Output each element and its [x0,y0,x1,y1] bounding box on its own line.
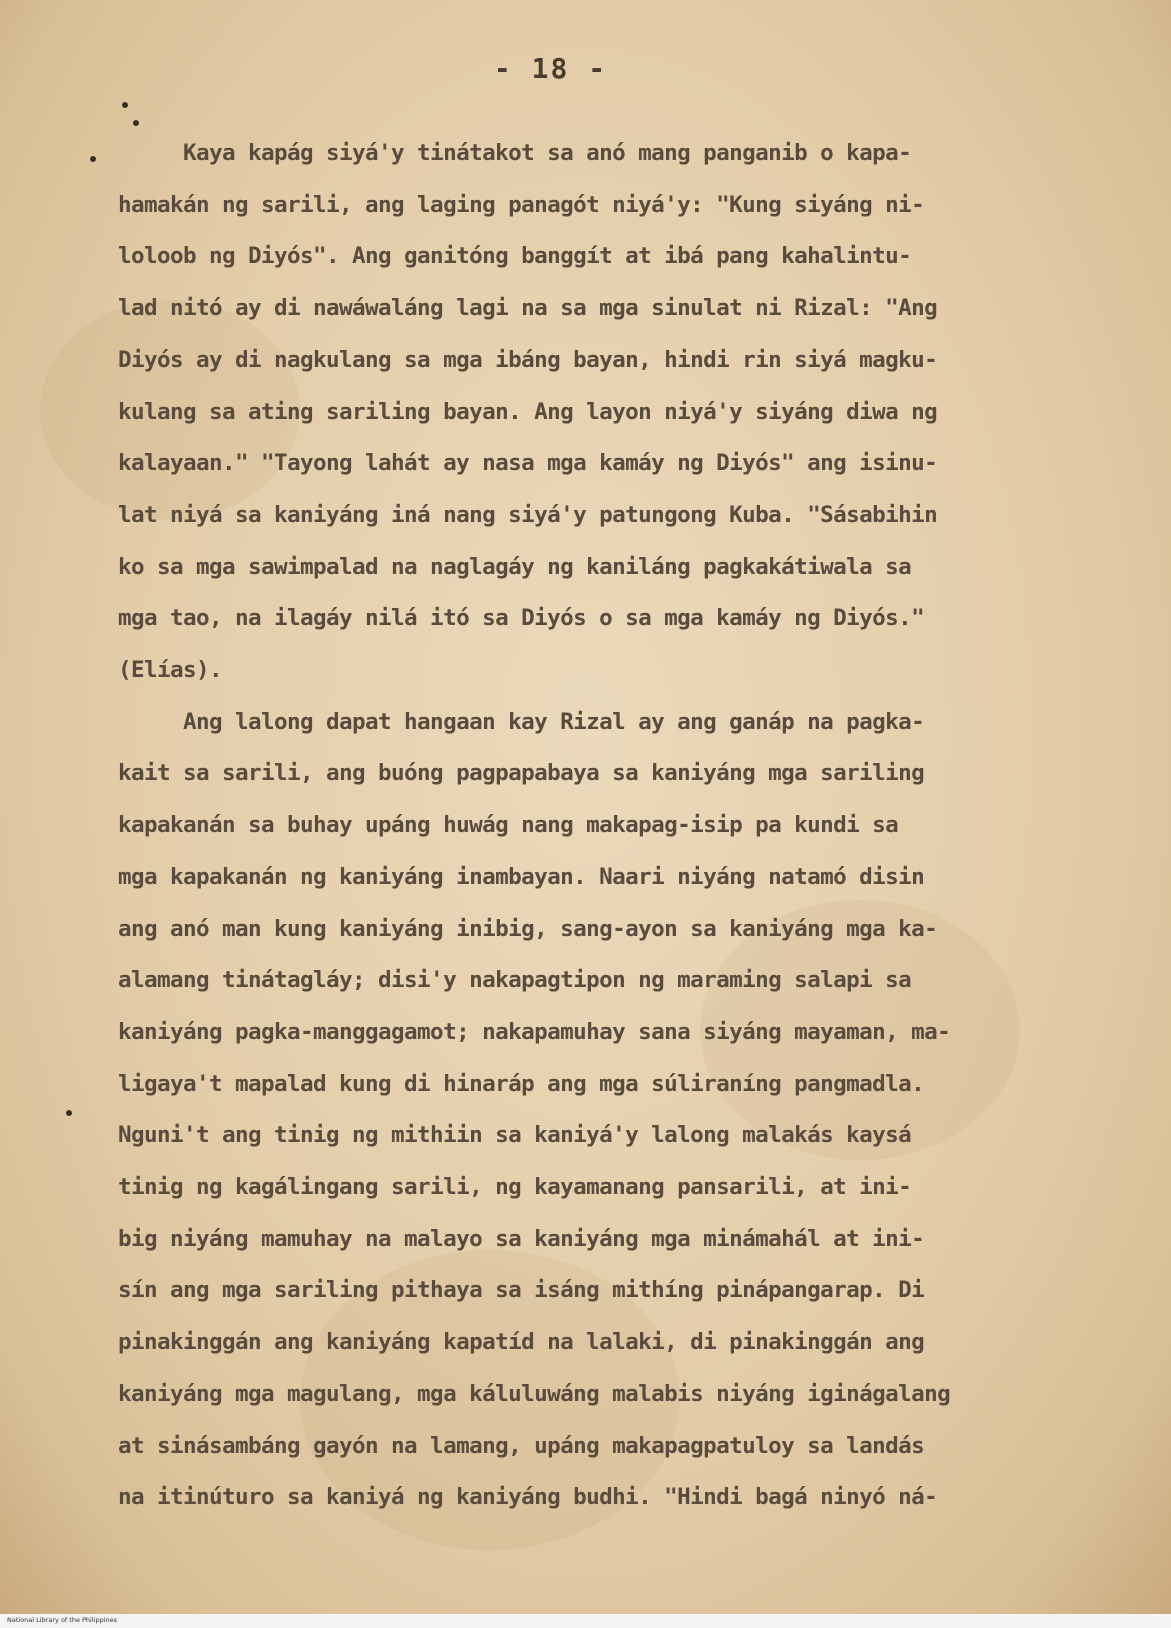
text-line: mga tao, na ilagáy nilá itó sa Diyós o sa mga kamáy ng Diyós." [118,605,925,632]
text-line: kalayaan." "Tayong lahát ay nasa mga kamáy ng Diyós" ang isinu- [118,450,938,477]
text-line: kait sa sarili, ang buóng pagpapabaya sa kaniyáng mga sariling [118,760,925,787]
text-line: loloob ng Diyós". Ang ganitóng banggít at ibá pang kahalintu- [118,243,912,270]
footer-strip [0,1614,1171,1628]
text-line: (Elías). [118,657,223,684]
text-line: kapakanán sa buhay upáng huwág nang makapag-isip pa kundi sa [118,812,899,839]
text-line: ligaya't mapalad kung di hinaráp ang mga súliraníng pangmadla. [118,1070,925,1097]
text-line: Kaya kapág siyá'y tinátakot sa anó mang panganib o kapa- [118,140,912,166]
text-line: sín ang mga sariling pithaya sa isáng mithíng pinápangarap. Di [118,1277,925,1304]
text-line: at sinásambáng gayón na lamang, upáng makapagpatuloy sa landás [118,1432,925,1459]
text-line: kaniyáng pagka-manggagamot; nakapamuhay sana siyáng mayaman, ma- [118,1018,951,1045]
page-number: - 18 - [493,52,608,85]
text-line: na itinúturo sa kaniyá ng kaniyáng budhi. "Hindi bagá ninyó ná- [118,1484,938,1511]
text-line: tinig ng kagálingang sarili, ng kayamanang pansarili, at ini- [118,1174,912,1201]
footer-credit: National Library of the Philippines [4,1616,120,1624]
ink-dot [66,1110,72,1116]
text-line: mga kapakanán ng kaniyáng inambayan. Naari niyáng natamó disin [118,863,925,890]
text-line: kulang sa ating sariling bayan. Ang layon niyá'y siyáng diwa ng [118,398,938,425]
text-line: big niyáng mamuhay na malayo sa kaniyáng mga minámahál at ini- [118,1225,925,1252]
text-line: Nguni't ang tinig ng mithiin sa kaniyá'y lalong malakás kaysá [118,1122,912,1149]
ink-dot [133,120,139,126]
text-line: kaniyáng mga magulang, mga káluluwáng malabis niyáng iginágalang [118,1380,951,1407]
ink-dot [122,102,128,108]
text-line: Diyós ay di nagkulang sa mga ibáng bayan, hindi rin siyá magku- [118,346,938,373]
text-line: hamakán ng sarili, ang laging panagót niyá'y: "Kung siyáng ni- [118,191,925,218]
text-line: ko sa mga sawimpalad na naglagáy ng kaniláng pagkakátiwala sa [118,553,912,580]
text-line: ang anó man kung kaniyáng inibig, sang-ayon sa kaniyáng mga ka- [118,915,938,942]
text-line: alamang tinátagláy; disi'y nakapagtipon ng maraming salapi sa [118,967,912,994]
text-line: lat niyá sa kaniyáng iná nang siyá'y patungong Kuba. "Sásabihin [118,501,938,528]
text-line: Ang lalong dapat hangaan kay Rizal ay ang ganáp na pagka- [118,708,925,735]
text-line: lad nitó ay di nawáwaláng lagi na sa mga sinulat ni Rizal: "Ang [118,295,938,322]
ink-dot [90,156,96,162]
body-text [118,128,1098,1524]
text-line: pinakinggán ang kaniyáng kapatíd na lalaki, di pinakinggán ang [118,1329,925,1356]
